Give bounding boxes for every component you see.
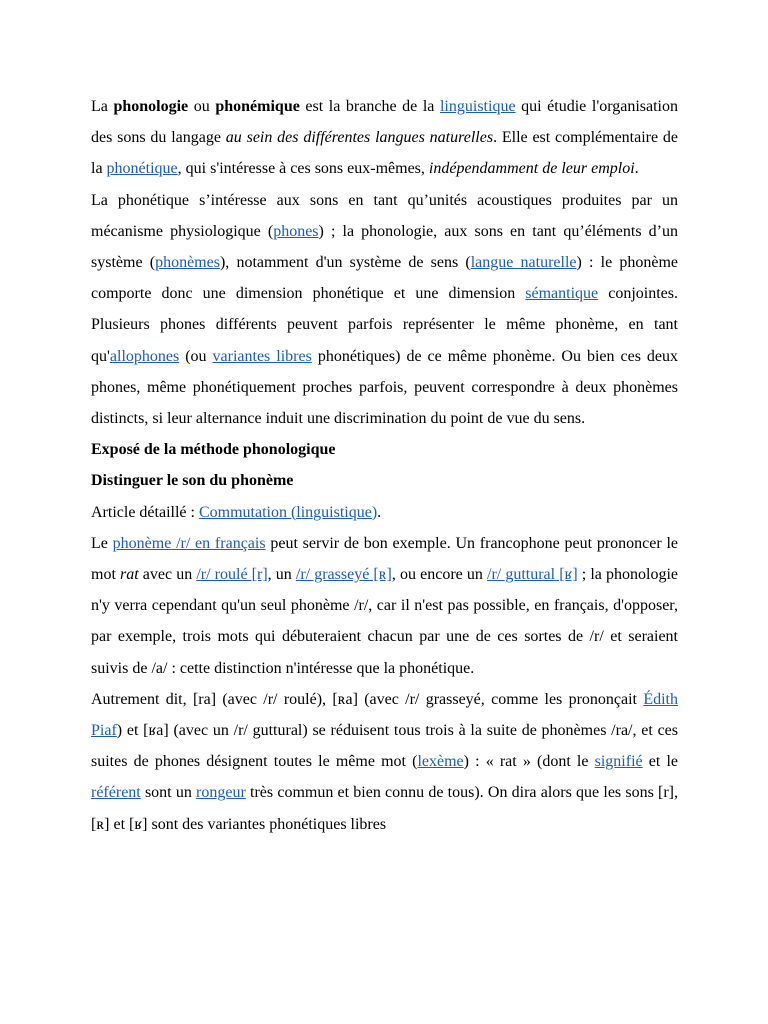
link-semantique[interactable]: sémantique bbox=[525, 285, 599, 303]
bold-term-phonologie: phonologie bbox=[113, 98, 189, 115]
text: , un bbox=[267, 566, 296, 584]
text: et le bbox=[642, 753, 679, 771]
link-phonetique[interactable]: phonétique bbox=[106, 160, 178, 178]
text: très commun et bien connu de tous). On dira alors que les sons [r], [ʀ] et [ʁ] sont des variantes phonétiques libres bbox=[91, 784, 679, 833]
paragraph-intro bbox=[91, 91, 678, 185]
text: , ou encore un bbox=[391, 566, 487, 584]
text: Article détaillé : bbox=[91, 503, 199, 521]
link-phones[interactable]: phones bbox=[273, 222, 319, 240]
link-commutation-linguistique[interactable]: Commutation (linguistique) bbox=[198, 503, 378, 521]
document-body bbox=[91, 91, 678, 840]
link-linguistique[interactable]: linguistique bbox=[439, 98, 516, 115]
link-r-grasseye[interactable]: /r/ grasseyé [ʀ] bbox=[295, 566, 392, 584]
text: ) ; la phonologie, aux sons en tant qu’éléments d’un système ( bbox=[91, 222, 678, 272]
detailed-article-note bbox=[91, 497, 678, 528]
text: Autrement dit, [ra] (avec /r/ roulé), [ʀa] (avec /r/ grasseyé, comme les prononçait bbox=[91, 690, 644, 708]
paragraph-autrement-dit bbox=[91, 684, 678, 840]
text: ), notamment d'un système de sens ( bbox=[219, 254, 471, 272]
subsection-heading: Distinguer le son du phonème bbox=[91, 472, 294, 490]
bold-term-phonemique: phonémique bbox=[215, 98, 300, 115]
paragraph-phonetique bbox=[91, 185, 678, 435]
link-langue-naturelle[interactable]: langue naturelle bbox=[470, 254, 577, 272]
text: qui étudie l'organisation des sons du langage bbox=[91, 98, 678, 147]
text: ou bbox=[188, 98, 216, 115]
link-lexeme[interactable]: lexème bbox=[417, 753, 464, 771]
link-r-guttural[interactable]: /r/ guttural [ʁ] bbox=[487, 566, 578, 584]
text: ) : le phonème comporte donc une dimension phonétique et une dimension bbox=[91, 254, 679, 303]
link-referent[interactable]: référent bbox=[91, 784, 141, 802]
text: peut servir de bon exemple. Un francophone peut prononcer le mot bbox=[91, 534, 679, 584]
text: , qui s'intéresse à ces sons eux-mêmes, bbox=[177, 160, 429, 178]
italic-text: indépendamment de leur emploi bbox=[428, 160, 635, 178]
text: Le bbox=[91, 534, 113, 552]
link-allophones[interactable]: allophones bbox=[109, 347, 180, 365]
link-variantes-libres[interactable]: variantes libres bbox=[212, 347, 312, 365]
text: avec un bbox=[138, 566, 197, 584]
text: ) : « rat » (dont le bbox=[463, 753, 595, 771]
text: La phonétique s’intéresse aux sons en tant qu’unités acoustiques produites par un mécanisme physiologique ( bbox=[91, 191, 678, 240]
section-heading: Exposé de la méthode phonologique bbox=[91, 441, 336, 459]
link-phoneme-r-en-francais[interactable]: phonème /r/ en français bbox=[112, 534, 266, 552]
text: ; la phonologie n'y verra cependant qu'un seul phonème /r/, car il n'est pas possible, en français, d'opposer, par exemple, trois mots qui débuteraient chacun par une de ces sortes de /r/ et seraient suivis de /a/ : cette distinction n'intéresse que la phonétique. bbox=[91, 566, 679, 677]
text: ) et [ʁa] (avec un /r/ guttural) se réduisent tous trois à la suite de phonèmes /ra/, et ces suites de phones désignent toutes le même mot ( bbox=[91, 722, 678, 771]
text: est la branche de la bbox=[299, 98, 440, 115]
text: (ou bbox=[179, 347, 213, 365]
link-r-roule[interactable]: /r/ roulé [r] bbox=[196, 566, 268, 584]
link-signifie[interactable]: signifié bbox=[594, 753, 643, 771]
text: sont un bbox=[140, 784, 197, 802]
text: . bbox=[634, 160, 639, 178]
text: phonétiques) de ce même phonème. Ou bien ces deux phones, même phonétiquement proches parfois, peuvent correspondre à deux phonèmes distincts, si leur alternance induit une discrimination du point de vue du sens. bbox=[91, 347, 679, 428]
link-rongeur[interactable]: rongeur bbox=[196, 784, 246, 802]
paragraph-phoneme-r bbox=[91, 528, 678, 684]
text: . Elle est complémentaire de la bbox=[91, 129, 679, 178]
italic-text: rat bbox=[120, 566, 139, 584]
link-edith-piaf[interactable]: Édith Piaf bbox=[91, 690, 678, 740]
link-phonemes[interactable]: phonèmes bbox=[155, 254, 220, 272]
italic-text: au sein des différentes langues naturelles bbox=[225, 129, 494, 147]
text: conjointes. Plusieurs phones différents peuvent parfois représenter le même phonème, en tant qu' bbox=[91, 285, 678, 365]
text: La bbox=[91, 98, 114, 115]
text: . bbox=[377, 503, 382, 521]
